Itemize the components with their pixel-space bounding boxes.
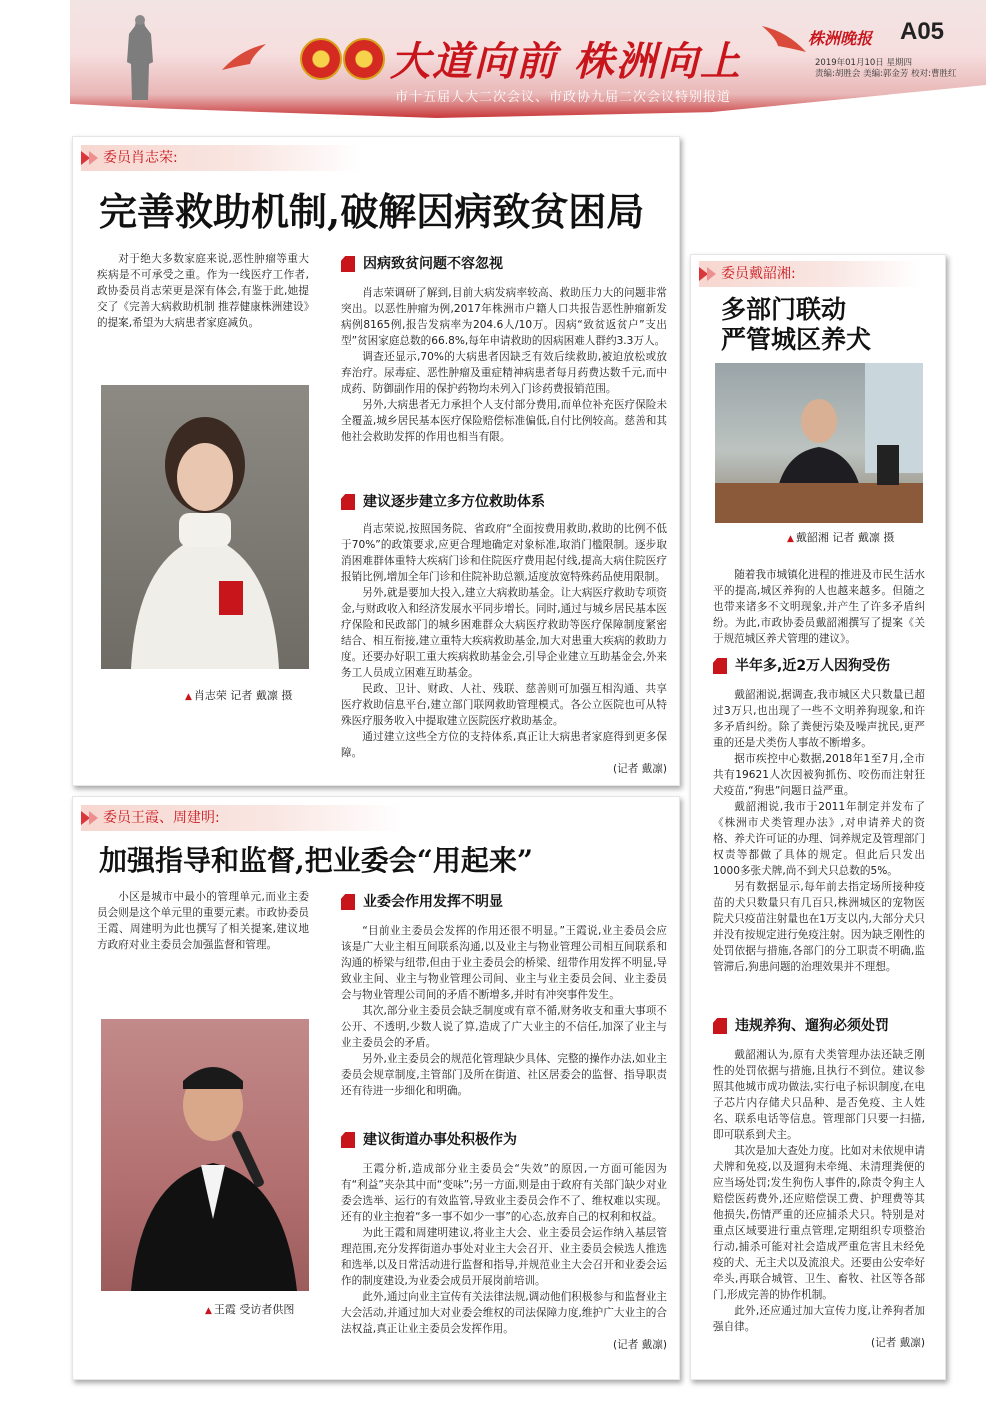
photo-dai-shaoxiang <box>715 363 923 523</box>
paragraph: 据市疾控中心数据,2018年1至7月,全市共有19621人次因被狗抓伤、咬伤而注射狂犬疫苗,“狗患”问题日益严重。 <box>713 753 925 797</box>
caption-triangle-icon: ▲ <box>205 1306 212 1316</box>
dateline <box>815 58 957 80</box>
article-dai-shaoxiang <box>690 254 946 1380</box>
photo-caption <box>787 529 894 545</box>
section-title: 业委会作用发挥不明显 <box>341 891 503 913</box>
caption-text: 戴韶湘 记者 戴凛 摄 <box>795 531 895 544</box>
paragraph: 肖志荣说,按照国务院、省政府“全面按费用救助,救助的比例不低于70%”的政策要求,应更合理地确定对象标准,取消门槛限制。逐步取消困难群体重特大疾病门诊和住院医疗费用起付线,提高大病住院医疗报销比例,增加全年门诊和住院补助总额,适度放宽特殊药品使用限制。 <box>341 523 667 583</box>
section-body <box>341 923 667 1099</box>
section-title: 建议逐步建立多方位救助体系 <box>341 491 545 513</box>
paragraph: 其次是加大查处力度。比如对未依规申请犬牌和免疫,以及遛狗未牵绳、未清理粪便的应当场处罚;发生狗伤人事件的,除责令狗主人赔偿医药费外,还应赔偿误工费、护理费等其他损失,伤情严重的还应捕杀犬只。特别是对重点区域要进行重点管理,定期组织专项整治行动,捕杀可能对社会造成严重危害且未经免疫的犬、无主犬以及流浪犬。还要由公安牵好牵头,再联合城管、卫生、畜牧、社区等各部门,形成完善的协作机制。 <box>713 1145 925 1301</box>
headline-line: 严管城区养犬 <box>721 325 872 354</box>
section-title: 因病致贫问题不容忽视 <box>341 253 503 275</box>
article-xiao-zhirong <box>72 136 680 786</box>
article-tag: 委员戴韶湘: <box>691 261 921 287</box>
paragraph: 另外,大病患者无力承担个人支付部分费用,而单位补充医疗保险未全覆盖,城乡居民基本医疗保险赔偿标准偏低,自付比例较高。慈善和其他社会救助发挥的作用也相当有限。 <box>341 399 667 443</box>
article-wang-xia-zhou-jianming <box>72 796 680 1380</box>
section-body <box>341 285 667 445</box>
section-body <box>713 687 925 975</box>
caption-text: 肖志荣 记者 戴凛 摄 <box>193 689 293 702</box>
masthead <box>0 0 986 125</box>
caption-triangle-icon: ▲ <box>787 534 794 544</box>
portrait-woman-icon <box>101 385 309 669</box>
paragraph: 戴韶湘认为,原有犬类管理办法还缺乏刚性的处罚依据与措施,且执行不到位。建议参照其他城市成功做法,实行电子标识制度,在电子芯片内存储犬只品种、是否免疫、主人姓名、联系电话等信息。管理部门只要一扫描,即可联系到犬主。 <box>713 1049 925 1141</box>
caption-text: 王霞 受访者供图 <box>213 1303 295 1316</box>
article-intro <box>97 251 309 331</box>
paragraph: 民政、卫计、财政、人社、残联、慈善则可加强互相沟通、共享医疗救助信息平台,建立部门联网救助管理模式。各公立医院也可从特殊医疗服务收入中提取建立医院医疗救助基金。 <box>341 683 667 727</box>
paragraph: 另外,就是要加大投入,建立大病救助基金。让大病医疗救助专项资金,与财政收入和经济发展水平同步增长。同时,通过与城乡居民基本医疗保险和民政部门的城乡困难群众大病医疗救助等医疗保障制度紧密结合、相互衔接,建立重特大疾病救助基金,加大对患重大疾病的救助力度。还要办好职工重大疾病救助基金会,引导企业建立互助基金会,外来务工人员成立困难互助基金。 <box>341 587 667 679</box>
emblem-icon <box>343 38 385 80</box>
paragraph: 调查还显示,70%的大病患者因缺乏有效后续救助,被迫放松或放弃治疗。尿毒症、恶性肿瘤及重症精神病患者每月药费达数千元,而中成药、防御副作用的保护药物均未列入门诊药费报销范围。 <box>341 351 667 395</box>
photo-xiao-zhirong <box>101 385 309 669</box>
editor-credits: 责编:胡胜会 美编:郭金芳 校对:曹胜红 <box>815 69 957 79</box>
emblem-icon <box>300 38 342 80</box>
portrait-man-at-desk-icon <box>715 363 923 523</box>
slogan: 大道向前 株洲向上 <box>390 38 742 85</box>
section-title: 违规养狗、遛狗必须处罚 <box>713 1015 889 1037</box>
paragraph: 戴韶湘说,我市于2011年制定并发布了《株洲市犬类管理办法》,对申请养犬的资格、养犬许可证的办理、饲养规定及管理部门权责等都做了具体的规定。但此后只发出1000多张犬牌,尚不到犬只总数的5%。 <box>713 801 925 877</box>
portrait-speaker-icon <box>101 1019 309 1291</box>
paragraph: 另有数据显示,每年前去指定场所接种疫苗的犬只数量只有几百只,株洲城区的宠物医院犬只疫苗注射量也在1万支以内,大部分犬只并没有按规定进行免疫注射。因为缺乏刚性的处罚依据与措施,各部门的分工职责不明确,监管滞后,狗患问题的治理效果并不理想。 <box>713 881 925 973</box>
article-tag: 委员王霞、周建明: <box>73 805 403 831</box>
photo-wang-xia <box>101 1019 309 1291</box>
paragraph: 另外,业主委员会的规范化管理缺少具体、完整的操作办法,如业主委员会规章制度,主管部门及所在街道、社区居委会的监督、指导职责还有待进一步细化和明确。 <box>341 1053 667 1097</box>
byline: (记者 戴凛) <box>870 1337 925 1349</box>
page-number: A05 <box>900 18 945 45</box>
paragraph: 随着我市城镇化进程的推进及市民生活水平的提高,城区养狗的人也越来越多。但随之也带来诸多不文明现象,并产生了许多矛盾纠纷。为此,市政协委员戴韶湘撰写了提案《关于规范城区养犬管理的建议》。 <box>713 569 925 645</box>
dove-icon <box>220 40 268 80</box>
section-title: 建议街道办事处积极作为 <box>341 1129 517 1151</box>
paragraph: 戴韶湘说,据调查,我市城区犬只数量已超过3万只,也出现了一些不文明养狗现象,和许多矛盾纠纷。除了粪便污染及噪声扰民,更严重的还是犬类伤人事故不断增多。 <box>713 689 925 749</box>
paragraph: 为此王霞和周建明建议,将业主大会、业主委员会运作纳入基层管理范围,充分发挥街道办事处对业主大会召开、业主委员会候选人推选和选举,以及日常活动进行监督和指导,并规范业主大会召开和业委会运作的制度建设,为业委会成员开展岗前培训。 <box>341 1227 667 1287</box>
section-title: 半年多,近2万人因狗受伤 <box>713 655 890 677</box>
caption-triangle-icon: ▲ <box>185 692 192 702</box>
special-report-subtitle: 市十五届人大二次会议、市政协九届二次会议特别报道 <box>395 90 732 105</box>
article-headline: 加强指导和监督,把业委会“用起来” <box>99 844 533 877</box>
dove-icon <box>760 22 808 62</box>
article-headline <box>721 295 871 355</box>
paragraph: “目前业主委员会发挥的作用还很不明显。”王霞说,业主委员会应该是广大业主相互间联系沟通,以及业主与物业管理公司相互间联系和沟通的桥梁与纽带,但由于业主委员会的桥梁、纽带作用发挥不明显,导致业主间、业主与物业管理公司间、业主与业主委员会间、业主委员会与物业管理公司间的矛盾不断增多,并时有冲突事件发生。 <box>341 925 667 1001</box>
article-headline: 完善救助机制,破解因病致贫困局 <box>99 189 645 234</box>
section-body <box>341 1161 667 1353</box>
article-tag: 委员肖志荣: <box>73 145 363 171</box>
paper-name: 株洲晚报 <box>808 29 873 48</box>
photo-caption <box>185 687 292 703</box>
headline-line: 多部门联动 <box>721 295 847 324</box>
paragraph: 通过建立这些全方位的支持体系,真正让大病患者家庭得到更多保障。 <box>341 731 667 759</box>
paragraph: 王霞分析,造成部分业主委员会“失效”的原因,一方面可能因为有“利益”夹杂其中而“变味”;另一方面,则是由于政府有关部门缺少对业委会选举、运行的有效监管,导致业主委员会作不了、维权难以实现。还有的业主抱着“多一事不如少一事”的心态,放弃自己的权利和权益。 <box>341 1163 667 1223</box>
paragraph: 肖志荣调研了解到,目前大病发病率较高、救助压力大的问题非常突出。以恶性肿瘤为例,2017年株洲市户籍人口共报告恶性肿瘤新发病例8165例,报告发病率为204.6人/10万。因病“致贫返贫户”支出型”贫困家庭总数的66.8%,每年申请救助的因病困难人群约3.3万人。 <box>341 287 667 347</box>
byline: (记者 戴凛) <box>612 1339 667 1351</box>
intro-paragraph: 对于绝大多数家庭来说,恶性肿瘤等重大疾病是不可承受之重。作为一线医疗工作者,政协委员肖志荣更是深有体会,有鉴于此,她提交了《完善大病救助机制 推荐健康株洲建设》的提案,希望为大病患者家庭减负。 <box>97 253 309 329</box>
article-intro <box>97 889 309 953</box>
paragraph: 其次,部分业主委员会缺乏制度或有章不循,财务收支和重大事项不公开、不透明,少数人说了算,造成了广大业主的不信任,加深了业主与业主委员会的矛盾。 <box>341 1005 667 1049</box>
byline: (记者 戴凛) <box>612 763 667 775</box>
issue-date: 2019年01月10日 星期四 <box>815 58 912 68</box>
photo-caption <box>205 1301 294 1317</box>
statue-icon <box>115 12 165 104</box>
paragraph: 此外,通过向业主宣传有关法律法规,调动他们积极参与和监督业主大会活动,并通过加大对业委会维权的司法保障力度,维护广大业主的合法权益,真正让业主委员会发挥作用。 <box>341 1291 667 1335</box>
article-intro <box>713 567 925 647</box>
section-body <box>341 521 667 777</box>
paragraph: 此外,还应通过加大宣传力度,让养狗者加强自律。 <box>713 1305 925 1333</box>
section-body <box>713 1047 925 1351</box>
intro-paragraph: 小区是城市中最小的管理单元,而业主委员会则是这个单元里的重要元素。市政协委员王霞、周建明为此也撰写了相关提案,建议地方政府对业主委员会加强监督和管理。 <box>97 891 309 951</box>
